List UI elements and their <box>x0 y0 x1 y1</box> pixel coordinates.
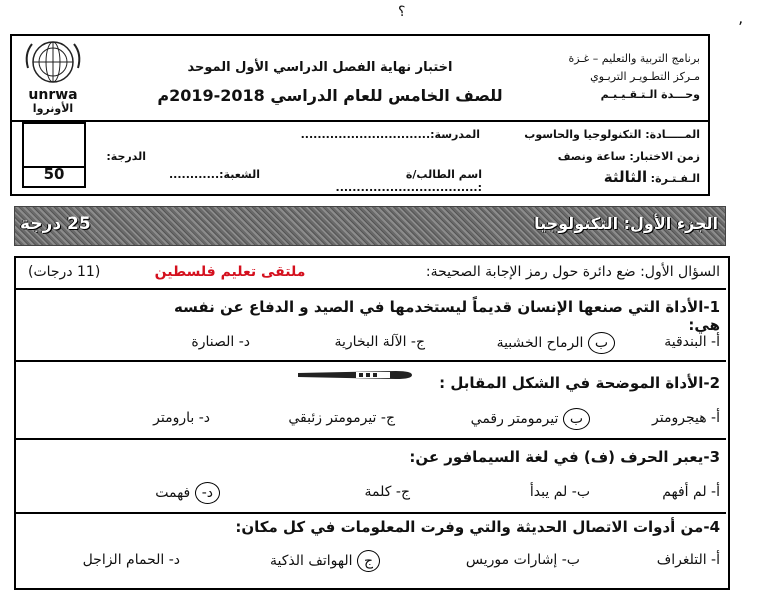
question-3-text: 3-يعبر الحرف (ف) في لغة السيمافور عن: <box>409 448 720 466</box>
q2-option-b-circle: ب <box>563 408 590 430</box>
q2-option-b <box>400 408 590 430</box>
org-line2: مـركز التطـويـر التربـوي <box>590 70 700 83</box>
q4-option-d: د- الحمام الزاجل <box>82 552 180 568</box>
section-field: الشعبة:............ <box>168 168 260 181</box>
q2-option-a: أ- هيجرومتر <box>652 410 720 426</box>
school-field: المدرسة:............................... <box>300 128 480 141</box>
q3-option-d <box>70 482 220 504</box>
logo-text-ar: الأونروا <box>32 102 74 115</box>
exam-title-line1: اختبار نهاية الفصل الدراسي الأول الموحد <box>187 60 453 75</box>
unrwa-logo <box>16 38 90 116</box>
q1-option-c: ج- الآلة البخارية <box>334 334 425 350</box>
logo-text-en: unrwa <box>28 87 78 103</box>
q4-option-c-text: الهواتف الذكية <box>270 553 353 569</box>
org-line3: وحـــدة الـتـقـيـيـم <box>600 88 700 101</box>
question-marks: (11 درجات) <box>28 264 101 280</box>
q4-option-b: ب- إشارات موريس <box>465 552 580 568</box>
subject-field: المـــــادة: التكنولوجيا والحاسوب <box>524 128 700 141</box>
divider <box>14 360 726 362</box>
thermometer-icon <box>296 367 416 383</box>
duration-field: زمن الاختبار: ساعة ونصف <box>557 150 700 163</box>
corner-mark: ٬ <box>738 18 744 37</box>
divider <box>14 512 726 514</box>
q4-option-c-circle: ج <box>357 550 380 572</box>
student-name-field: اسم الطالب/ة :.................................. <box>335 168 482 194</box>
q1-option-b-circle: ب <box>588 332 615 354</box>
q3-option-d-circle: د- <box>195 482 220 504</box>
un-emblem-icon <box>16 38 90 90</box>
q3-option-d-text: فهمت <box>155 485 191 501</box>
q1-option-b-text: الرماح الخشبية <box>496 335 584 351</box>
q3-option-c: ج- كلمة <box>364 484 410 500</box>
period-row <box>480 168 700 186</box>
total-grade: 50 <box>22 162 86 188</box>
question-2-text: 2-الأداة الموضحة في الشكل المقابل : <box>439 374 720 392</box>
q2-option-d: د- بارومتر <box>153 410 210 426</box>
q3-option-a: أ- لم أفهم <box>662 484 720 500</box>
period-label: الـفـتـرة: <box>650 172 700 185</box>
q1-option-b <box>430 332 615 354</box>
section-marks: 25 درجة <box>20 214 91 234</box>
divider <box>14 438 726 440</box>
watermark-text: ملتقى تعليم فلسطين <box>154 264 306 280</box>
q4-option-c <box>190 550 380 572</box>
top-mark: ؟ <box>398 4 406 20</box>
org-line1: برنامج التربية والتعليم – غـزة <box>568 52 700 65</box>
q1-option-a: أ- البندقية <box>664 334 720 350</box>
exam-title-line2: للصف الخامس للعام الدراسي 2018-2019م <box>157 86 503 105</box>
question-1-text: 1-الأداة التي صنعها الإنسان قديماً ليستخدمها في الصيد و الدفاع عن نفسه هي: <box>173 298 720 334</box>
q2-option-c: ج- تيرمومتر زئبقي <box>288 410 395 426</box>
grade-label: الدرجة: <box>106 150 146 163</box>
question-header: السؤال الأول: ضع دائرة حول رمز الإجابة الصحيحة: <box>425 264 720 280</box>
q1-option-d: د- الصنارة <box>191 334 250 350</box>
q3-option-b: ب- لم يبدأ <box>529 484 590 500</box>
divider <box>14 288 726 290</box>
q4-option-a: أ- التلغراف <box>656 552 720 568</box>
period-value: الثالثة <box>603 168 648 186</box>
question-4-text: 4-من أدوات الاتصال الحديثة والتي وفرت المعلومات في كل مكان: <box>235 518 720 536</box>
q2-option-b-text: تيرمومتر رقمي <box>470 411 559 427</box>
section-title: الجزء الأول: التكنولوجيا <box>534 214 718 233</box>
